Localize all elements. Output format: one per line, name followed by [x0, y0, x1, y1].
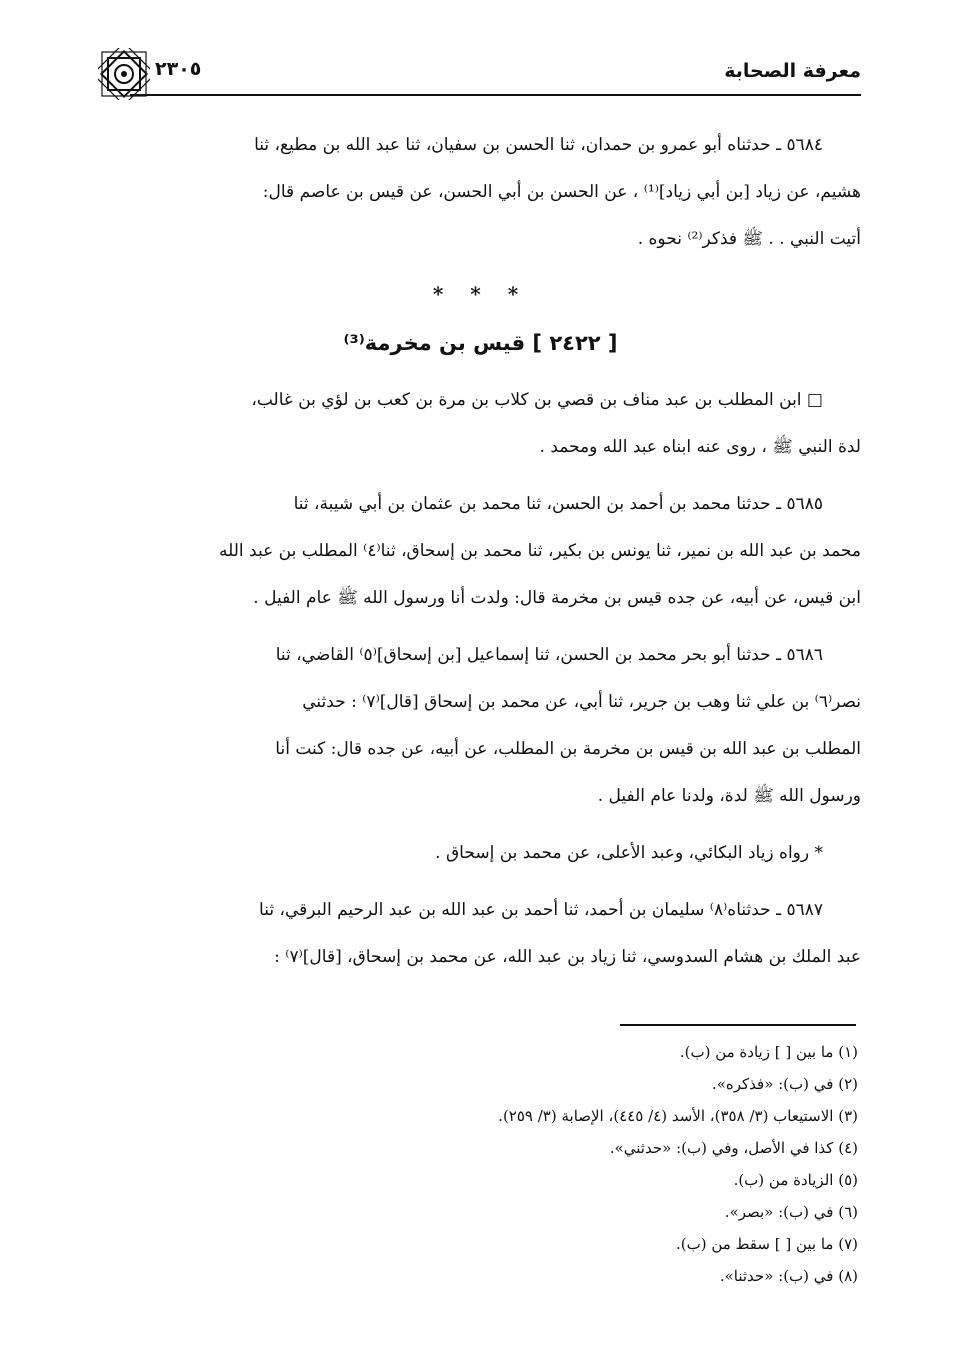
footnote-item: (٨) في (ب): «حدثنا». — [719, 1267, 858, 1285]
footnote-item: (٥) الزيادة من (ب). — [733, 1171, 858, 1189]
footnote-item: (٧) ما بين [ ] سقط من (ب). — [675, 1235, 858, 1253]
footnote-rule — [620, 1024, 856, 1026]
footnote-item: (٢) في (ب): «فذكره». — [711, 1075, 858, 1093]
biography-line-2: لدة النبي ﷺ ، روى عنه ابناه عبد الله ومحمد . — [539, 437, 861, 457]
footnote-item: (٣) الاستيعاب (٣/ ٣٥٨)، الأسد (٤/ ٤٤٥)، الإصابة (٣/ ٢٥٩). — [498, 1107, 858, 1125]
hadith-5684-line-2: هشيم، عن زياد [بن أبي زياد]⁽¹⁾ ، عن الحسن بن أبي الحسن، عن قيس بن عاصم قال: — [262, 182, 861, 202]
hadith-5686-line-3: المطلب بن عبد الله بن قيس بن مخرمة بن المطلب، عن أبيه، عن جده قال: كنت أنا — [275, 739, 861, 759]
hadith-5687-line-2: عبد الملك بن هشام السدوسي، ثنا زياد بن عبد الله، عن محمد بن إسحاق، [قال]⁽٧⁾ : — [274, 947, 861, 967]
hadith-5685-line-2: محمد بن عبد الله بن نمير، ثنا يونس بن بكير، ثنا محمد بن إسحاق، ثنا⁽٤⁾ المطلب بن عبد الله — [219, 541, 861, 561]
footnote-item: (٤) كذا في الأصل، وفي (ب): «حدثني». — [609, 1139, 858, 1157]
footnote-item: (١) ما بين [ ] زيادة من (ب). — [679, 1043, 858, 1061]
section-separator-stars: * * * — [432, 282, 529, 306]
narration-note: * رواه زياد البكائي، وعبد الأعلى، عن محمد بن إسحاق . — [435, 843, 823, 863]
hadith-5684-line-3: أتيت النبي . . ﷺ فذكر⁽²⁾ نحوه . — [637, 229, 861, 249]
biography-line-1: □ ابن المطلب بن عبد مناف بن قصي بن كلاب بن مرة بن كعب بن لؤي بن غالب، — [251, 390, 823, 410]
octagram-ornament-icon — [98, 48, 150, 100]
running-title: معرفة الصحابة — [724, 60, 861, 82]
footnotes — [100, 1036, 858, 1292]
hadith-5685-line-3: ابن قيس، عن أبيه، عن جده قيس بن مخرمة قال: ولدت أنا ورسول الله ﷺ عام الفيل . — [253, 588, 861, 608]
footnote-item: (٦) في (ب): «بصر». — [724, 1203, 858, 1221]
page-number: ٢٣٠٥ — [155, 58, 202, 80]
hadith-5686-line-2: نصر⁽٦⁾ بن علي ثنا وهب بن جرير، ثنا أبي، عن محمد بن إسحاق [قال]⁽٧⁾ : حدثني — [302, 692, 861, 712]
hadith-5686-line-1: ٥٦٨٦ ـ حدثنا أبو بحر محمد بن الحسن، ثنا إسماعيل [بن إسحاق]⁽٥⁾ القاضي، ثنا — [275, 645, 823, 665]
page-header — [95, 52, 861, 104]
hadith-5686-line-4: ورسول الله ﷺ لدة، ولدنا عام الفيل . — [597, 786, 861, 806]
main-text — [100, 122, 861, 981]
hadith-5684-line-1: ٥٦٨٤ ـ حدثناه أبو عمرو بن حمدان، ثنا الحسن بن سفيان، ثنا عبد الله بن مطيع، ثنا — [254, 135, 823, 155]
entry-heading: [ ٢٤٢٢ ] قيس بن مخرمة⁽³⁾ — [343, 331, 618, 355]
hadith-5687-line-1: ٥٦٨٧ ـ حدثناه⁽٨⁾ سليمان بن أحمد، ثنا أحمد بن عبد الله بن عبد الرحيم البرقي، ثنا — [259, 900, 823, 920]
header-rule — [130, 94, 861, 96]
hadith-5685-line-1: ٥٦٨٥ ـ حدثنا محمد بن أحمد بن الحسن، ثنا محمد بن عثمان بن أبي شيبة، ثنا — [293, 494, 823, 514]
